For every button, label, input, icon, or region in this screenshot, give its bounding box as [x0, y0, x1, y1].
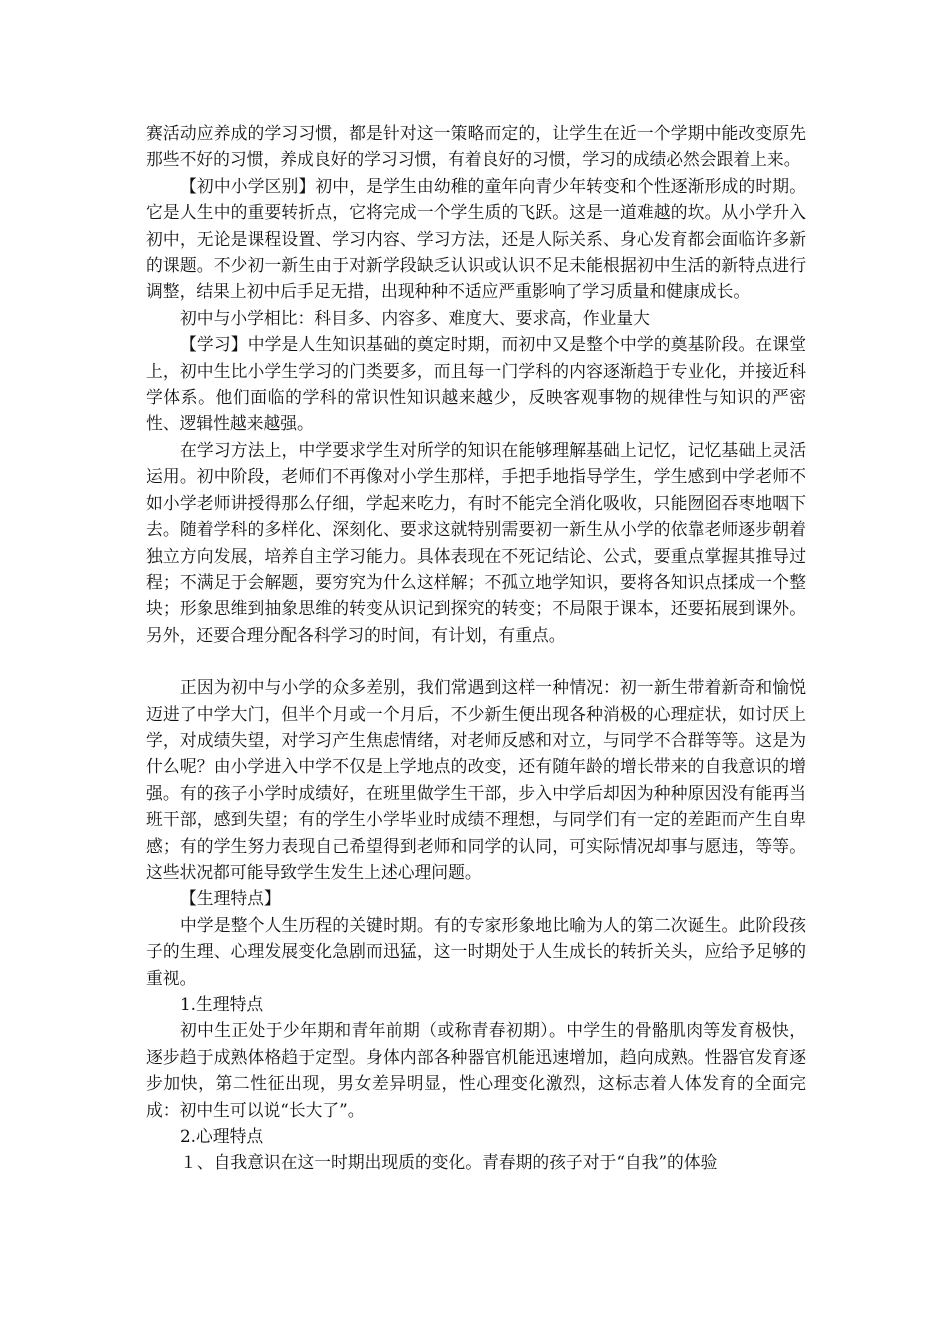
paragraph-study: 【学习】中学是人生知识基础的奠定时期，而初中又是整个中学的奠基阶段。在课堂上，初中生比小学生学习的门类要多，而且每一门学科的内容逐渐趋于专业化，并接近科学体系。他们面临的学科的常识性知识越来越少，反映客观事物的规律性与知识的严密性、逻辑性越来越强。 [146, 334, 806, 434]
paragraph-habits-continued: 赛活动应养成的学习习惯，都是针对这一策略而定的，让学生在近一个学期中能改变原先那些不好的习惯，养成良好的学习习惯，有着良好的习惯，学习的成绩必然会跟着上来。 [146, 123, 806, 170]
paragraph-comparison-summary: 初中与小学相比：科目多、内容多、难度大、要求高，作业量大 [180, 307, 650, 328]
subheading-psychological-traits: 2.心理特点 [180, 1126, 264, 1147]
paragraph-self-awareness: １、自我意识在这一时期出现质的变化。青春期的孩子对于“自我”的体验 [180, 1152, 718, 1173]
blank-line [146, 648, 806, 674]
document-page [146, 120, 806, 1176]
section-heading-physiological: 【生理特点】 [180, 888, 281, 909]
paragraph-psychological-problems: 正因为初中与小学的众多差别，我们常遇到这样一种情况：初一新生带着新奇和愉悦迈进了中学大门，但半个月或一个月后，不少新生便出现各种消极的心理症状，如讨厌上学，对成绩失望，对学习产生焦虑情绪，对老师反感和对立，与同学不合群等等。这是为什么呢？由小学进入中学不仅是上学地点的改变，还有随年龄的增长带来的自我意识的增强。有的孩子小学时成绩好，在班里做学生干部，步入中学后却因为种种原因没有能再当班干部，感到失望；有的学生小学毕业时成绩不理想，与同学们有一定的差距而产生自卑感；有的学生努力表现自己希望得到老师和同学的认同，可实际情况却事与愿违，等等。这些状况都可能导致学生发生上述心理问题。 [146, 677, 806, 882]
paragraph-study-methods: 在学习方法上，中学要求学生对所学的知识在能够理解基础上记忆，记忆基础上灵活运用。初中阶段，老师们不再像对小学生那样，手把手地指导学生，学生感到中学老师不如小学老师讲授得那么仔细，学起来吃力，有时不能完全消化吸收，只能囫囵吞枣地咽下去。随着学科的多样化、深刻化、要求这就特别需要初一新生从小学的依靠老师逐步朝着独立方向发展，培养自主学习能力。具体表现在不死记结论、公式，要重点掌握其推导过程；不满足于会解题，要穷究为什么这样解；不孤立地学知识，要将各知识点揉成一个整块；形象思维到抽象思维的转变从识记到探究的转变；不局限于课本，还要拓展到课外。另外，还要合理分配各科学习的时间，有计划，有重点。 [146, 439, 806, 645]
subheading-physiological-traits: 1.生理特点 [180, 994, 264, 1014]
paragraph-physiological-traits: 初中生正处于少年期和青年前期（或称青春初期）。中学生的骨骼肌肉等发育极快，逐步趋于成熟体格趋于定型。身体内部各种器官机能迅速增加，趋向成熟。性器官发育逐步加快，第二性征出现，男女差异明显，性心理变化激烈，这标志着人体发育的全面完成：初中生可以说“长大了”。 [146, 1020, 806, 1120]
paragraph-junior-primary-difference: 【初中小学区别】初中，是学生由幼稚的童年向青少年转变和个性逐渐形成的时期。它是人生中的重要转折点，它将完成一个学生质的飞跃。这是一道难越的坎。从小学升入初中，无论是课程设置、学习内容、学习方法，还是人际关系、身心发育都会面临许多新的课题。不少初一新生由于对新学段缺乏认识或认识不足未能根据初中生活的新特点进行调整，结果上初中后手足无措，出现种种不适应严重影响了学习质量和健康成长。 [146, 175, 806, 302]
paragraph-key-period: 中学是整个人生历程的关键时期。有的专家形象地比喻为人的第二次诞生。此阶段孩子的生理、心理发展变化急剧而迅猛，这一时期处于人生成长的转折关头，应给予足够的重视。 [146, 914, 806, 988]
